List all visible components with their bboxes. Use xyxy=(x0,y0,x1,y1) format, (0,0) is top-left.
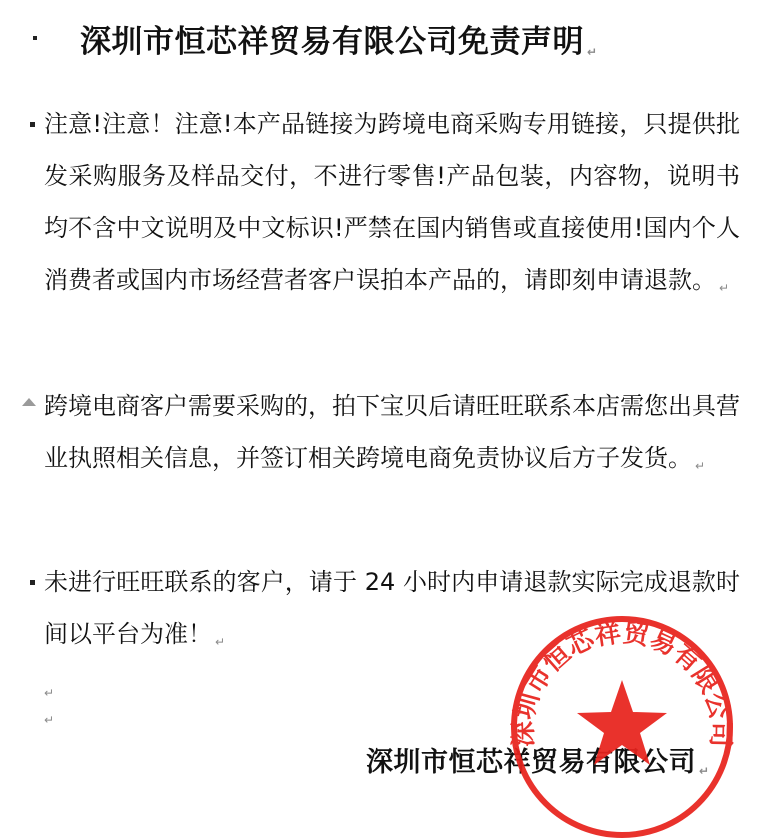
seal-body xyxy=(509,618,735,835)
paragraph-1-text: 注意!注意！注意!本产品链接为跨境电商采购专用链接，只提供批发采购服务及样品交付，不进行零售!产品包装，内容物，说明书均不含中文说明及中文标识!严禁在国内销售或直接使用!国内个人消费者或国内市场经营者客户误拍本产品的，请即刻申请退款。 xyxy=(44,110,740,294)
paragraph-3-bullet-icon xyxy=(30,580,35,585)
paragraph-2-marker-icon xyxy=(22,398,36,406)
paragraph-mark-icon: ↵ xyxy=(699,764,710,778)
empty-paragraph-mark-icon: ↵ xyxy=(44,713,55,727)
seal-text-path: 深圳市恒芯祥贸易有限公司 xyxy=(509,618,735,748)
paragraph-2-text: 跨境电商客户需要采购的，拍下宝贝后请旺旺联系本店需您出具营业执照相关信息，并签订相关跨境电商免责协议后方子发货。 xyxy=(44,392,740,472)
paragraph-mark-icon: ↵ xyxy=(695,459,706,473)
paragraph-mark-icon: ↵ xyxy=(719,281,730,295)
document-title xyxy=(80,16,598,61)
seal-graphic xyxy=(509,614,735,840)
company-seal xyxy=(509,614,735,840)
title-bullet-icon xyxy=(33,36,37,40)
paragraph-2 xyxy=(44,380,740,492)
empty-paragraph-mark-icon: ↵ xyxy=(44,686,55,700)
paragraph-mark-icon: ↵ xyxy=(587,45,598,59)
signature-text: 深圳市恒芯祥贸易有限公司 xyxy=(366,747,696,778)
paragraph-mark-icon: ↵ xyxy=(215,635,226,649)
paragraph-1-bullet-icon xyxy=(30,122,35,127)
title-row xyxy=(0,14,782,64)
star-icon xyxy=(577,680,667,765)
paragraph-1 xyxy=(44,98,740,314)
title-text: 深圳市恒芯祥贸易有限公司免责声明 xyxy=(80,24,584,60)
paragraph-3-text: 未进行旺旺联系的客户，请于 24 小时内申请退款实际完成退款时间以平台为准！ xyxy=(44,568,740,648)
